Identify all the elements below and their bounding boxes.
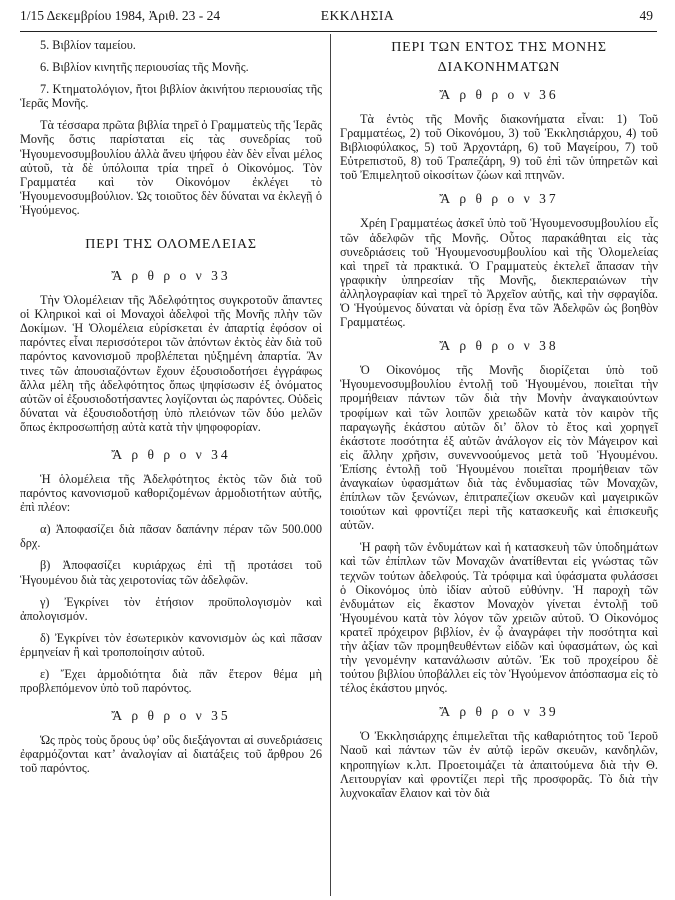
paragraph-books: Τὰ τέσσαρα πρῶτα βιβλία τηρεῖ ὁ Γραμματεὺς τῆς Ἱερᾶς Μονῆς ὅστις παρίσταται εἰς τὰς συνεδρίας τοῦ Ἡγουμενοσυμβουλίου ἀλλὰ ἄνευ ψήφου ἐὰν δὲν εἶναι μέλος αὐτοῦ, τὰ δὲ ὑπόλοιπα τρία τηρεῖ ὁ Οἰκονόμος. Τὸν Γραμματέα καὶ τὸν Οἰκονόμον ἐκλέγει τὸ Ἡγουμενοσυμβούλιον. Ὡς τοιοῦτος δὲν δύναται να ἐκλεγῇ ὁ Ἡγούμενος. bbox=[20, 118, 322, 217]
article-38-heading: Ἄ ρ θ ρ ο ν 38 bbox=[439, 338, 559, 354]
section-title-ministries-cont: ΔΙΑΚΟΝΗΜΑΤΩΝ bbox=[437, 60, 561, 75]
article-36-heading: Ἄ ρ θ ρ ο ν 36 bbox=[439, 87, 559, 102]
article-34-intro: Ἡ ὁλομέλεια τῆς Ἀδελφότητος ἐκτὸς τῶν διὰ τοῦ παρόντος κανονισμοῦ καθοριζομένων ἁρμοδιοτήτων αὐτῆς, ἐπὶ πλέον: bbox=[20, 471, 322, 515]
article-39-text: Ὁ Ἐκκλησιάρχης ἐπιμελεῖται τῆς καθαριότητος τοῦ Ἱεροῦ Ναοῦ καὶ πάντων τῶν ἐν αὐτῷ ἱερῶν σκευῶν, κανδηλῶν, κηροπηγίων κ.λπ. Προετοιμάζει τὰ ἀπαιτούμενα διὰ τὴν Θ. Λειτουργίαν καὶ φροντίζει περὶ τῆς προσφορᾶς. Τὸ διὰ τὴν λυχνοκαΐαν ἔλαιον καὶ τὸν διὰ bbox=[340, 729, 658, 800]
page-header bbox=[0, 0, 675, 34]
list-item: 5. Βιβλίον ταμείου. bbox=[40, 38, 136, 52]
article-39-heading: Ἄ ρ θ ρ ο ν 39 bbox=[439, 704, 559, 720]
article-38-text: Ὁ Οἰκονόμος τῆς Μονῆς διορίζεται ὑπὸ τοῦ Ἡγουμενοσυμβουλίου ἐντολῇ τοῦ Ἡγουμένου, ποιεῖται τὴν προμήθειαν πάντων τῶν διὰ τὴν Μονὴν ἀναγκαιούντων τροφίμων καὶ τῶν λοιπῶν χρειωδῶν κατὰ τὸν καιρὸν τῆς παραγωγῆς ἑκάστου αὐτῶν δι’ ὅλον τὸ ἔτος καὶ χορηγεῖ ἑκάστοτε ποσότητα ἐξ αὐτῶν ἀνάλογον εἰς τὸν Μάγειρον καὶ εἰς ἄλλην χρῆσιν, συνεννοούμενος μετὰ τοῦ Ἡγουμένου. Ἐπίσης ἐντολῇ τοῦ Ἡγουμένου ποιεῖται προμήθειαν τῶν ἀναγκαίων ὑφασμάτων διὰ τὰς ἐνδυμασίας τῶν Μοναχῶν, ἐπίπλων τῶν ξενώνων, ἐπιτραπεζίων σκευῶν καὶ μαγειρικῶν τοιούτων καὶ φροντίζει περὶ τῆς κατασκευῆς καὶ ἐπισκευῆς αὐτῶν. bbox=[340, 363, 658, 533]
list-item: 7. Κτηματολόγιον, ἤτοι βιβλίον ἀκινήτου περιουσίας τῆς Ἱερᾶς Μονῆς. bbox=[20, 82, 322, 111]
article-34-item: α) Ἀποφασίζει διὰ πᾶσαν δαπάνην πέραν τῶν 500.000 δρχ. bbox=[20, 522, 322, 551]
article-33-heading: Ἄ ρ θ ρ ο ν 33 bbox=[111, 268, 231, 284]
article-33-text: Τὴν Ὁλομέλειαν τῆς Ἀδελφότητος συγκροτοῦν ἅπαντες οἱ Κληρικοὶ καὶ οἱ Μοναχοὶ ἀδελφοὶ τῆς Μονῆς πλὴν τῶν Δοκίμων. Ἡ Ὁλομέλεια εὑρίσκεται ἐν ἀπαρτίᾳ ἐφόσον οἱ παρόντες εἶναι περισσότεροι τῶν ἀπόντων ἐκτὸς ἐὰν διὰ τοῦ παρόντος κανονισμοῦ προβλέπεται ηὐξημένη ἀπαρτία. Ἂν τινες τῶν ἀπουσιαζόντων ἔχουν ἐξουσιοδοτήσει ἐγγράφως ἄλλα μέλη τῆς ἀδελφότητος ὅπως ψηφίσωσιν ἐξ ὀνόματος αὐτῶν οἱ ἐξουσιοδοτήσαντες λογίζονται ὡς παρόντες. Οὐδεὶς δύναται νὰ ἐξουσιοδοτήσῃ ὑπὸ πλειόνων τῶν δύο μελῶν ὅπως ἐκπροσωπήσῃ αὐτὰ κατὰ τὴν ψηφοφορίαν. bbox=[20, 293, 322, 434]
right-column bbox=[340, 38, 658, 800]
article-34-item: γ) Ἐγκρίνει τὸν ἐτήσιον προϋπολογισμὸν καὶ ἀπολογισμόν. bbox=[20, 594, 322, 623]
article-37-heading: Ἄ ρ θ ρ ο ν 37 bbox=[439, 191, 559, 207]
column-divider bbox=[330, 34, 331, 896]
article-34-heading: Ἄ ρ θ ρ ο ν 34 bbox=[111, 446, 231, 462]
article-37-text: Χρέη Γραμματέως ἀσκεῖ ὑπὸ τοῦ Ἡγουμενοσυμβουλίου εἷς τῶν ἀδελφῶν τῆς Μονῆς. Οὗτος παρακάθηται εἰς τὰς συνεδριάσεις τοῦ Ἡγουμενοσυμβουλίου καὶ τῆς Ὁλομελείας καὶ τηρεῖ τὰ πρακτικά. Ὁ Γραμματεὺς ἐκτελεῖ ἅπασαν τὴν γραφικὴν ὑπηρεσίαν τῆς Μονῆς, διεκπεραιώνων τὴν ἀλληλογραφίαν καὶ τηρεῖ τὸ Ἀρχεῖον αὐτῆς, καὶ τὴν σφραγίδα. Ὁ Ἡγούμενος δύναται νὰ ὁρίσῃ ἕνα τῶν Ἀδελφῶν ὡς βοηθὸν Γραμματέως. bbox=[340, 216, 658, 330]
article-35-heading: Ἄ ρ θ ρ ο ν 35 bbox=[111, 708, 231, 724]
article-36-text: Τὰ ἐντὸς τῆς Μονῆς διακονήματα εἶναι: 1) Τοῦ Γραμματέως, 2) τοῦ Οἰκονόμου, 3) τοῦ Ἐκκλησιάρχου, 4) τοῦ Βιβλιοφύλακος, 5) τοῦ Ἀρχοντάρη, 6) τοῦ Μαγείρου, 7) τοῦ Εὐτρεπιστοῦ, 8) τοῦ Τραπεζάρη, 9) τοῦ ἐπὶ τῶν ὑπηρετῶν καὶ τοῦ Ἐπιμελητοῦ οἰκοσίτων ζώων καὶ πτηνῶν. bbox=[340, 112, 658, 183]
list-item: 6. Βιβλίον κινητῆς περιουσίας τῆς Μονῆς. bbox=[40, 60, 249, 75]
page-number: 49 bbox=[639, 8, 653, 23]
article-34-item: δ) Ἐγκρίνει τὸν ἐσωτερικὸν κανονισμὸν ὡς καὶ πᾶσαν ἑρμηνείαν ἢ καὶ τροποποίησιν αὐτοῦ. bbox=[20, 630, 322, 659]
article-38-text-cont: Ἡ ραφὴ τῶν ἐνδυμάτων καὶ ἡ κατασκευὴ τῶν ὑποδημάτων καὶ τῶν ἐπίπλων τῶν Μοναχῶν ἀνατίθενται εἰς γνώστας τῶν τεχνῶν τούτων ἀδελφούς. Τὰ τρόφιμα καὶ ὑφάσματα φυλάσσει ὁ Οἰκονόμος ὑπὸ ἰδίαν αὐτοῦ εὐθύνην. Ἡ παροχὴ τῶν ἐνδυμάτων εἰς ἕκαστον Μοναχὸν γίνεται ἐντολῇ τοῦ Ἡγουμένου κατὰ τὸν λόγον τῶν χρειῶν αὐτοῦ. Ὁ Οἰκονόμος κρατεῖ πρόχειρον βιβλίον, ἐν ᾧ ἀναγράφει τὴν ποσότητα καὶ τὴν ἀξίαν τῶν προμηθευθέντων εἰδῶν καὶ ὑφασμάτων, ὡς καὶ τὴν γενομένην κατανάλωσιν αὐτῶν. Ἐκ τοῦ προχείρου δὲ τούτου βιβλίου ὑποβάλλει εἰς τὸν Ἡγούμενον ἀπόσπασμα εἰς τὸ τέλος ἑκάστου μηνός. bbox=[340, 540, 658, 696]
issue-date: 1/15 Δεκεμβρίου 1984, Ἀριθ. 23 - 24 bbox=[20, 8, 221, 23]
left-column bbox=[20, 38, 322, 775]
journal-title: ΕΚΚΛΗΣΙΑ bbox=[320, 8, 395, 23]
section-title-plenary: ΠΕΡΙ ΤΗΣ ΟΛΟΜΕΛΕΙΑΣ bbox=[85, 237, 257, 253]
section-title-ministries: ΠΕΡΙ ΤΩΝ ΕΝΤΟΣ ΤΗΣ ΜΟΝΗΣ bbox=[391, 40, 607, 55]
article-35-text: Ὡς πρὸς τοὺς ὅρους ὑφ’ οὓς διεξάγονται αἱ συνεδριάσεις ἐφαρμόζονται κατ’ ἀναλογίαν αἱ διατάξεις τοῦ ἄρθρου 26 τοῦ παρόντος. bbox=[20, 733, 322, 776]
article-34-item: ε) Ἔχει ἁρμοδιότητα διὰ πᾶν ἕτερον θέμα μὴ προβλεπόμενον ὑπὸ τοῦ παρόντος. bbox=[20, 667, 322, 696]
header-rule bbox=[20, 31, 657, 32]
article-34-item: β) Ἀποφασίζει κυριάρχως ἐπὶ τῇ προτάσει τοῦ Ἡγουμένου διὰ τὰς χειροτονίας τῶν ἀδελφῶν. bbox=[20, 558, 322, 587]
